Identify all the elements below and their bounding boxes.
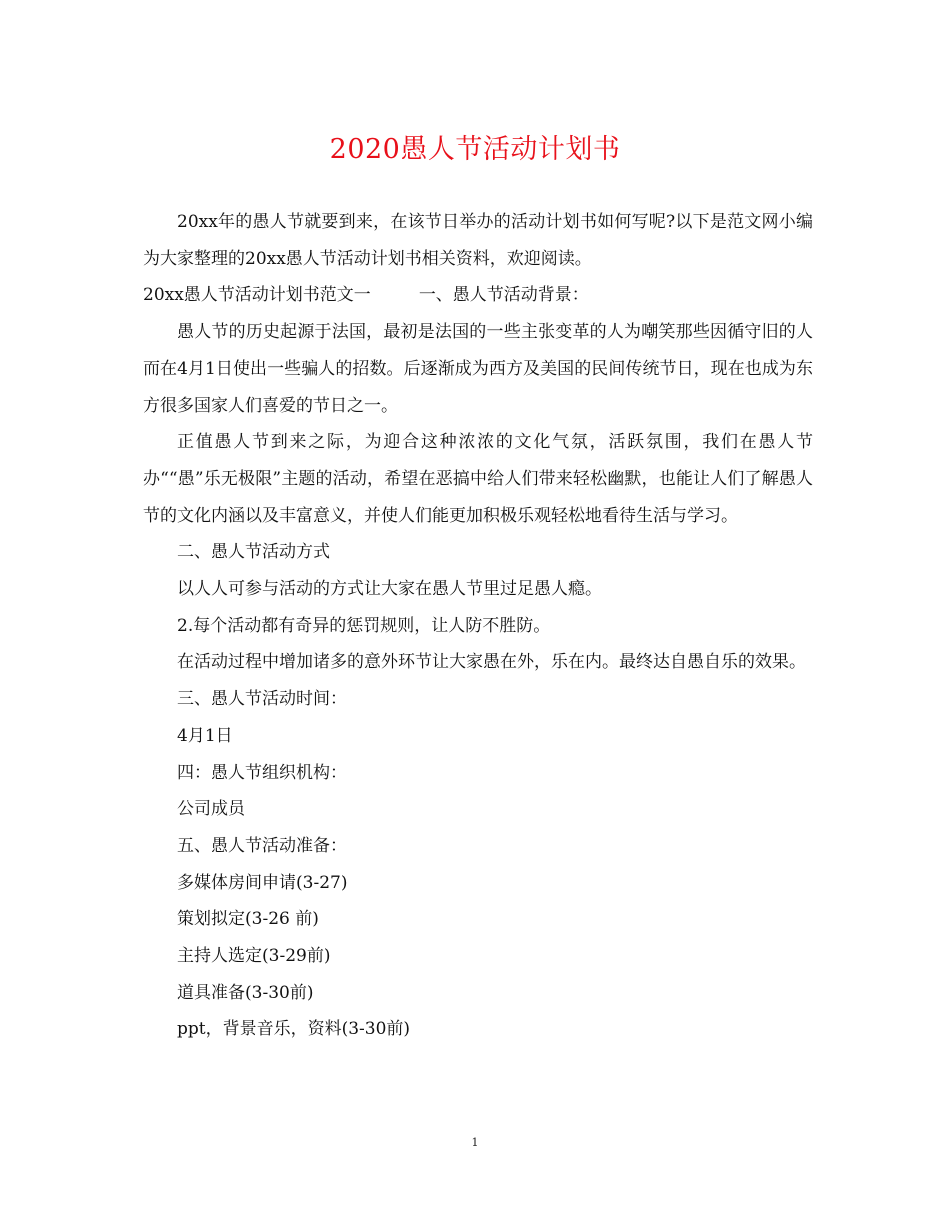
prep-item: 策划拟定(3-26 前) [177, 909, 319, 930]
document-title: 2020愚人节活动计划书 [329, 134, 621, 165]
prep-item: 道具准备(3-30前) [177, 982, 314, 1003]
sample-heading-line [143, 277, 813, 314]
section2-paragraph-3: 在活动过程中增加诸多的意外环节让大家愚在外，乐在内。最终达自愚自乐的效果。 [177, 652, 806, 673]
section2-paragraph-2: 2.每个活动都有奇异的惩罚规则，让人防不胜防。 [177, 615, 551, 636]
section3-value: 4月1日 [177, 725, 233, 746]
section2-heading: 二、愚人节活动方式 [177, 542, 330, 563]
sample-heading: 20xx愚人节活动计划书范文一 [143, 285, 371, 306]
prep-item: ppt，背景音乐，资料(3-30前) [177, 1019, 411, 1040]
section1-paragraph-2: 正值愚人节到来之际，为迎合这种浓浓的文化气氛，活跃氛围，我们在愚人节办““愚”乐无极限”主题的活动，希望在恶搞中给人们带来轻松幽默，也能让人们了解愚人节的文化内涵以及丰富意义，并使人们能更加积极乐观轻松地看待生活与学习。 [143, 432, 813, 526]
section4-value: 公司成员 [177, 799, 245, 820]
prep-item: 多媒体房间申请(3-27) [177, 872, 348, 893]
section2-paragraph-1: 以人人可参与活动的方式让大家在愚人节里过足愚人瘾。 [177, 579, 602, 600]
section4-heading: 四：愚人节组织机构： [177, 762, 347, 783]
page-number: 1 [471, 1136, 479, 1149]
intro-paragraph: 20xx年的愚人节就要到来，在该节日举办的活动计划书如何写呢?以下是范文网小编为大家整理的20xx愚人节活动计划书相关资料，欢迎阅读。 [143, 212, 813, 269]
section5-heading: 五、愚人节活动准备： [177, 835, 347, 856]
section1-heading: 一、愚人节活动背景： [418, 285, 589, 306]
prep-item: 主持人选定(3-29前) [177, 946, 331, 967]
section1-paragraph-1: 愚人节的历史起源于法国，最初是法国的一些主张变革的人为嘲笑那些因循守旧的人而在4月1日使出一些骗人的招数。后逐渐成为西方及美国的民间传统节日，现在也成为东方很多国家人们喜爱的节日之一。 [143, 322, 813, 416]
document-body [143, 204, 813, 1048]
section3-heading: 三、愚人节活动时间： [177, 689, 347, 710]
